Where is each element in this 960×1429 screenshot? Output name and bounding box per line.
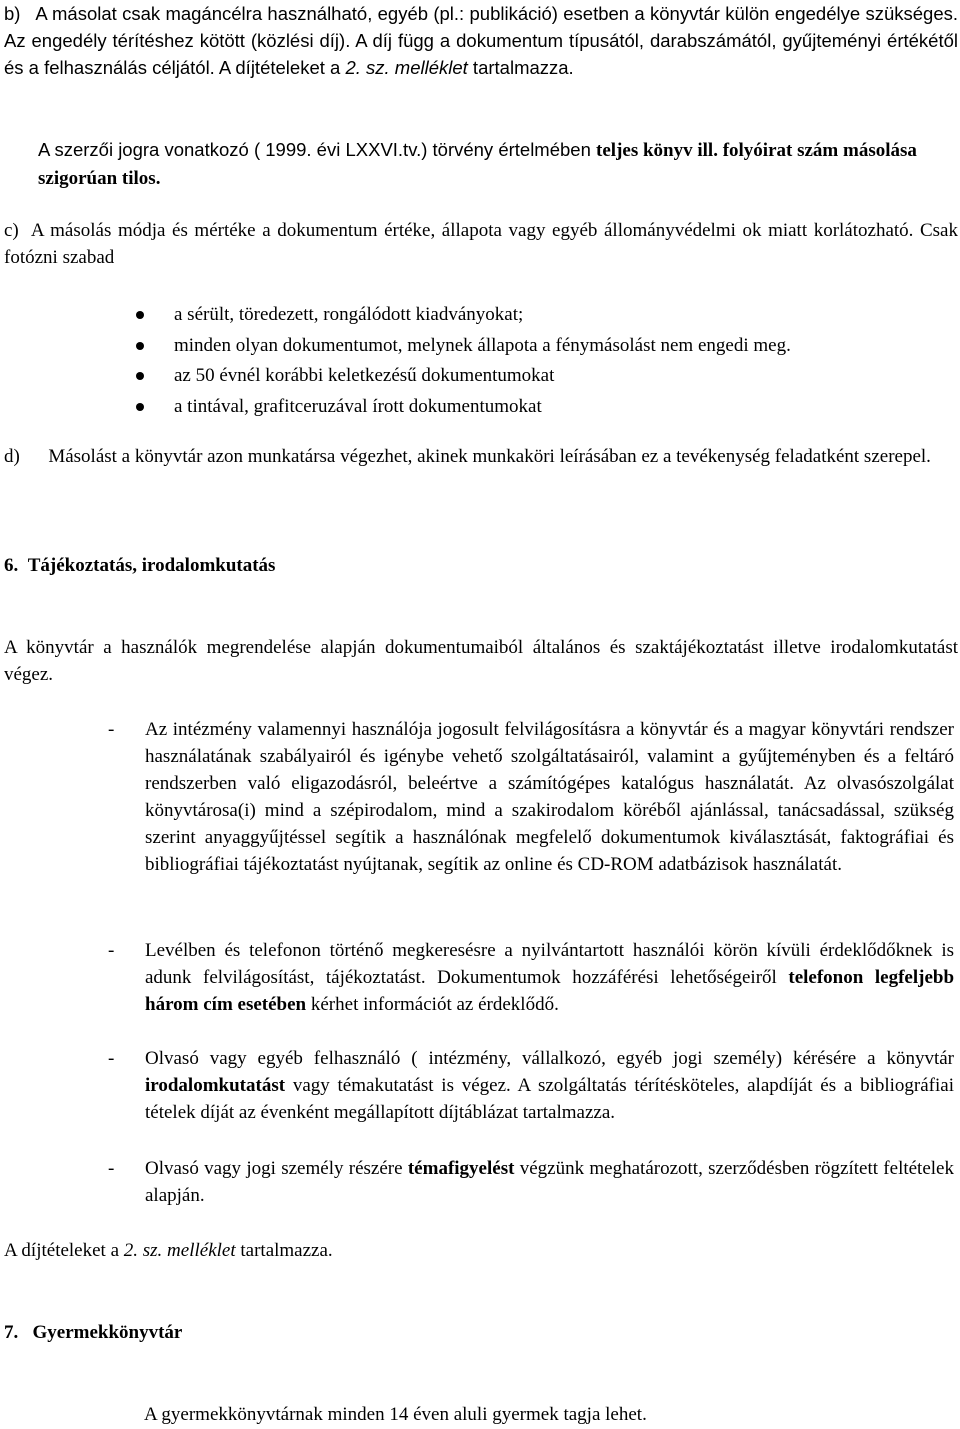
copyright-note-text: A szerzői jogra vonatkozó ( 1999. évi LXXVI.tv.) törvény értelmében	[38, 139, 597, 160]
dash-symbol: -	[108, 719, 115, 740]
photo-only-list	[140, 300, 955, 422]
item-b-annex-ref: 2. sz. melléklet	[345, 57, 468, 78]
dash-item-4-text-a: Olvasó vagy jogi személy részére	[145, 1158, 408, 1179]
item-b-text-end: tartalmazza.	[467, 57, 574, 78]
dash-item-4-text	[145, 1155, 954, 1209]
dash-item-3-text-a: Olvasó vagy egyéb felhasználó ( intézmény, vállalkozó, egyéb jogi személy) kérésére a könyvtár	[145, 1048, 954, 1069]
dash-item-1-text: Az intézmény valamennyi használója jogosult felvilágosításra a könyvtár és a magyar könyvtári rendszer használatának szabályairól és igénybe vehető szolgáltatásairól, valamint a gyűjteményben és a feltáró rendszerben való eligazodásról, beleértve a számítógépes katalógus használatát. Az olvasószolgálat könyvtárosa(i) mind a szépirodalom, mind a szakirodalom köréből ajánlással, tanácsadással, szükség szerint anyaggyűjtéssel segítik a használónak megfelelő dokumentumok kiválasztását, faktográfiai és bibliográfiai tájékoztatást nyújtanak, segítik az online és CD-ROM adatbázisok használatát.	[145, 719, 954, 875]
dash-item-2	[108, 937, 954, 1018]
section-6-intro: A könyvtár a használók megrendelése alapján dokumentumaiból általános és szaktájékoztatást illetve irodalomkutatást végez.	[4, 637, 958, 685]
item-c-paragraph	[4, 217, 958, 271]
bullet-icon	[136, 403, 144, 411]
section-7-title: Gyermekkönyvtár	[32, 1322, 183, 1343]
list-item	[140, 331, 955, 362]
bullet-icon	[136, 342, 144, 350]
dash-symbol: -	[108, 940, 115, 961]
dash-item-3	[108, 1045, 954, 1126]
fees-annex-ref: 2. sz. melléklet	[123, 1240, 236, 1261]
bullet-icon	[136, 372, 144, 380]
dash-item-2-bold: telefonon legfeljebb három cím esetében	[145, 967, 955, 1015]
item-d-label: d)	[4, 446, 20, 467]
fees-note	[4, 1237, 958, 1264]
dash-item-3-text-b: vagy témakutatást is végez. A szolgáltatás térítésköteles, alapdíját és a bibliográfiai tételek díját az évenként megállapított díjtáblázat tartalmazza.	[145, 1075, 954, 1123]
item-d-text: Másolást a könyvtár azon munkatársa végezhet, akinek munkaköri leírásában ez a tevékenység feladatként szerepel.	[48, 446, 931, 467]
list-item-text: az 50 évnél korábbi keletkezésű dokumentumokat	[174, 365, 555, 386]
dash-item-3-text	[145, 1045, 954, 1126]
section-6-title: Tájékoztatás, irodalomkutatás	[27, 555, 276, 576]
section-6-number: 6.	[4, 555, 19, 576]
bullet-icon	[136, 311, 144, 319]
item-b-text: A másolat csak magáncélra használható, egyéb (pl.: publikáció) esetben a könyvtár külön engedélye szükséges. Az engedély térítéshez kötött (közlési díj). A díj függ a dokumentum típusától, darabszámától, gyűjteményi értékétől és a felhasználás céljától. A díjtételeket a	[4, 3, 958, 78]
dash-item-2-text	[145, 937, 954, 1018]
dash-item-4	[108, 1155, 954, 1209]
item-b-label: b)	[4, 3, 21, 24]
item-c-label: c)	[4, 220, 19, 241]
dash-item-4-text-b: végzünk meghatározott, szerződésben rögzített feltételek alapján.	[145, 1158, 954, 1206]
item-d-paragraph	[4, 443, 958, 470]
item-b-paragraph	[4, 0, 958, 81]
list-item	[140, 361, 955, 392]
list-item-text: minden olyan dokumentumot, melynek állapota a fénymásolást nem engedi meg.	[174, 334, 791, 356]
copyright-note-bold: teljes könyv ill. folyóirat szám másolása szigorúan tilos.	[38, 140, 917, 189]
dash-item-2-text-a: Levélben és telefonon történő megkeresésre a nyilvántartott használói körön kívüli érdeklődőknek is adunk felvilágosítást, tájékoztatást. Dokumentumok hozzáférési lehetőségeiről	[145, 940, 954, 988]
section-7-text: A gyermekkönyvtárnak minden 14 éven aluli gyermek tagja lehet.	[144, 1404, 647, 1425]
list-item	[140, 392, 955, 423]
copyright-note	[38, 136, 958, 192]
fees-note-text: A díjtételeket a	[4, 1240, 124, 1261]
fees-note-text-end: tartalmazza.	[235, 1240, 333, 1261]
list-item-text: a tintával, grafitceruzával írott dokumentumokat	[174, 395, 542, 417]
item-c-text: A másolás módja és mértéke a dokumentum értéke, állapota vagy egyéb állományvédelmi ok miatt korlátozható. Csak fotózni szabad	[4, 220, 958, 268]
dash-item-3-bold: irodalomkutatást	[145, 1075, 286, 1096]
dash-item-4-bold: témafigyelést	[407, 1158, 515, 1179]
dash-symbol: -	[108, 1158, 115, 1179]
dash-symbol: -	[108, 1048, 115, 1069]
dash-item-2-text-b: kérhet információt az érdeklődő.	[306, 994, 559, 1015]
section-7-number: 7.	[4, 1322, 19, 1343]
section-7-heading	[4, 1319, 958, 1346]
dash-item-1	[108, 716, 954, 878]
section-6-heading	[4, 552, 958, 579]
list-item-text: a sérült, töredezett, rongálódott kiadványokat;	[174, 304, 524, 325]
list-item	[140, 300, 955, 331]
